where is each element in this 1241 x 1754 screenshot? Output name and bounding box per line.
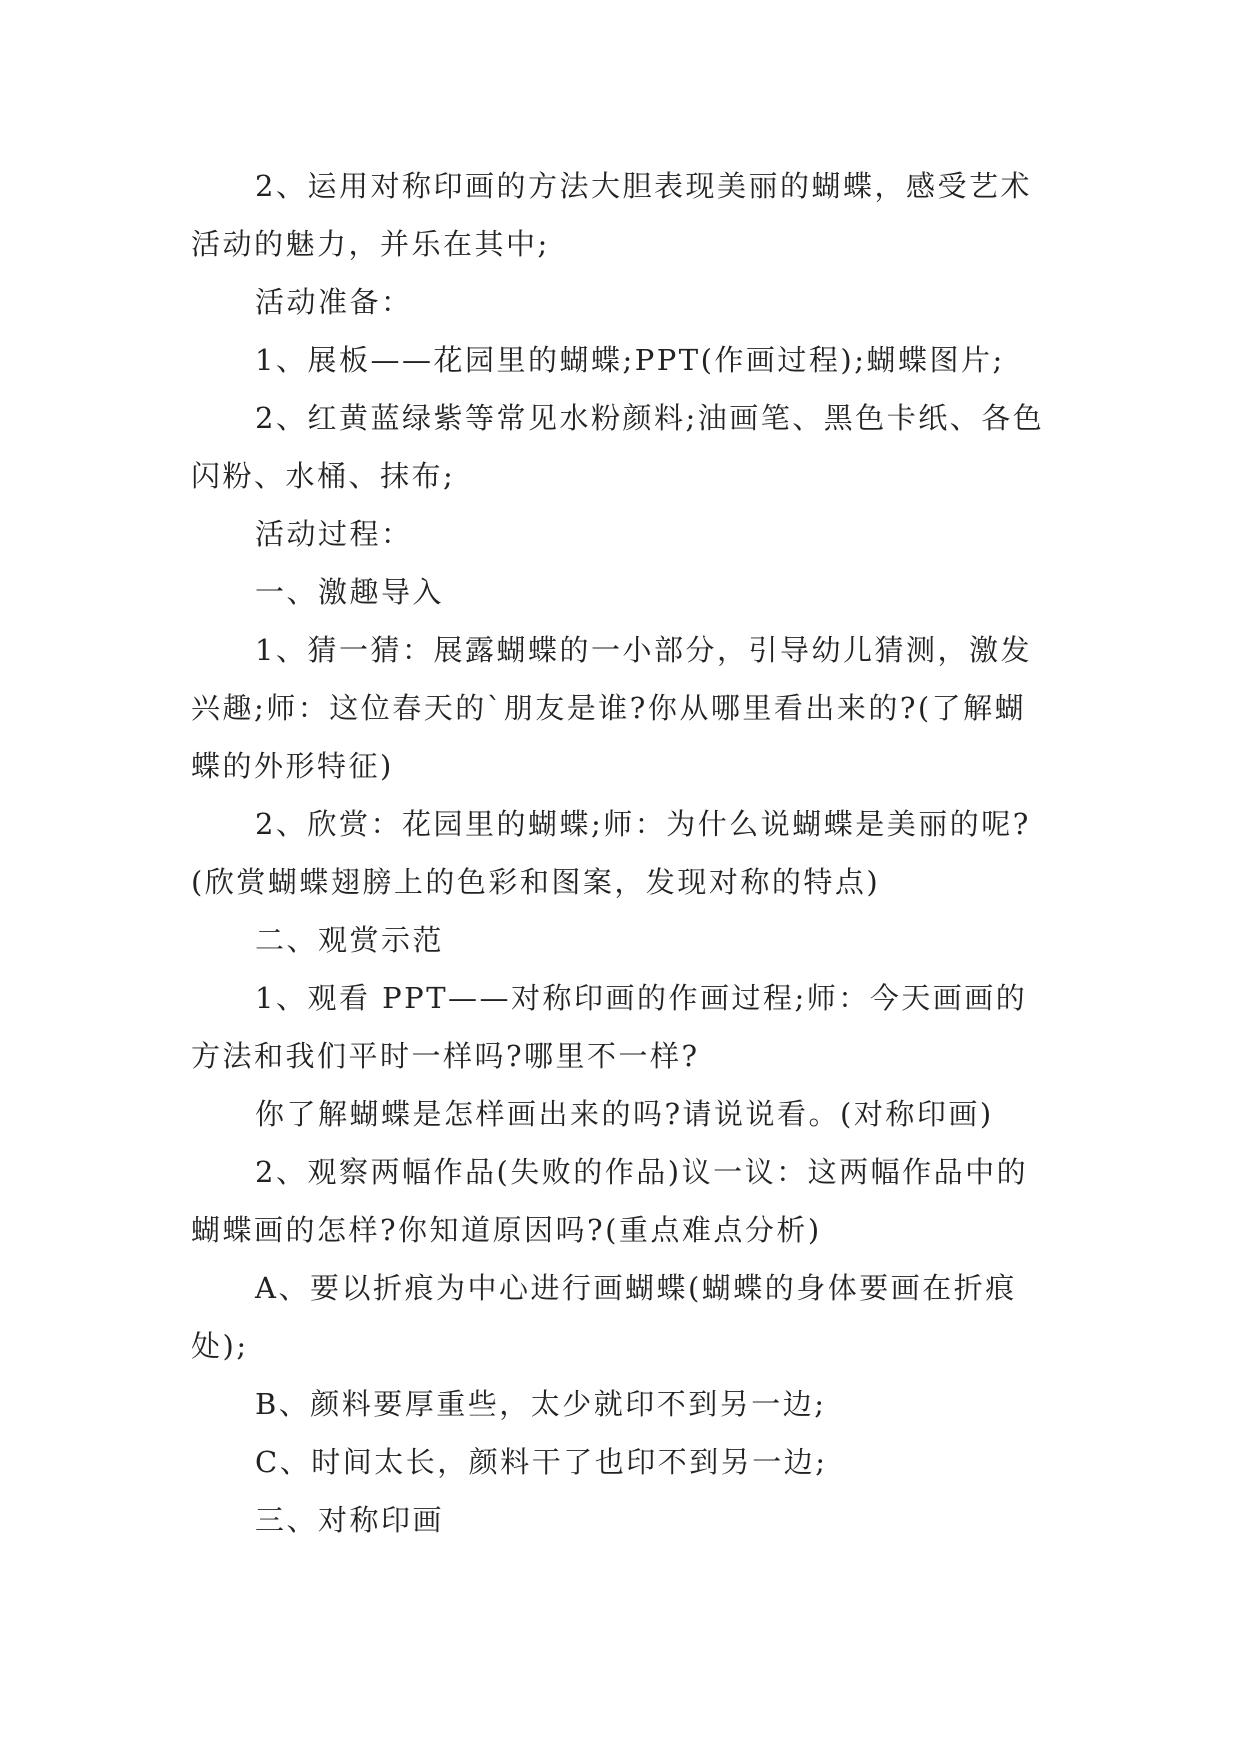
paragraph-prep-2: 2、红黄蓝绿紫等常见水粉颜料;油画笔、黑色卡纸、各色闪粉、水桶、抹布; xyxy=(191,401,1045,493)
heading-preparation: 活动准备： xyxy=(255,285,413,319)
paragraph-step-2-1b: 你了解蝴蝶是怎样画出来的吗?请说说看。(对称印画) xyxy=(255,1097,994,1131)
paragraph-point-b: B、颜料要厚重些，太少就印不到另一边; xyxy=(255,1387,827,1421)
paragraph-point-c: C、时间太长，颜料干了也印不到另一边; xyxy=(255,1445,828,1479)
paragraph-goal-2: 2、运用对称印画的方法大胆表现美丽的蝴蝶，感受艺术活动的魅力，并乐在其中; xyxy=(191,169,1032,261)
paragraph-step-2-1: 1、观看 PPT——对称印画的作画过程;师：今天画画的方法和我们平时一样吗?哪里不一样? xyxy=(191,981,1028,1073)
section-heading-2: 二、观赏示范 xyxy=(255,923,445,957)
paragraph-step-2-2: 2、观察两幅作品(失败的作品)议一议：这两幅作品中的蝴蝶画的怎样?你知道原因吗?(重点难点分析) xyxy=(191,1155,1029,1247)
paragraph-step-1-1: 1、猜一猜：展露蝴蝶的一小部分，引导幼儿猜测，激发兴趣;师：这位春天的`朋友是谁?你从哪里看出来的?(了解蝴蝶的外形特征) xyxy=(191,633,1032,783)
paragraph-step-1-2: 2、欣赏：花园里的蝴蝶;师：为什么说蝴蝶是美丽的呢?(欣赏蝴蝶翅膀上的色彩和图案，发现对称的特点) xyxy=(191,807,1031,899)
document-body xyxy=(191,157,1051,1549)
heading-process: 活动过程： xyxy=(255,517,413,551)
paragraph-point-a: A、要以折痕为中心进行画蝴蝶(蝴蝶的身体要画在折痕处); xyxy=(191,1271,1017,1363)
section-heading-1: 一、激趣导入 xyxy=(255,575,445,609)
section-heading-3: 三、对称印画 xyxy=(255,1503,445,1537)
paragraph-prep-1: 1、展板——花园里的蝴蝶;PPT(作画过程);蝴蝶图片; xyxy=(255,343,1005,377)
